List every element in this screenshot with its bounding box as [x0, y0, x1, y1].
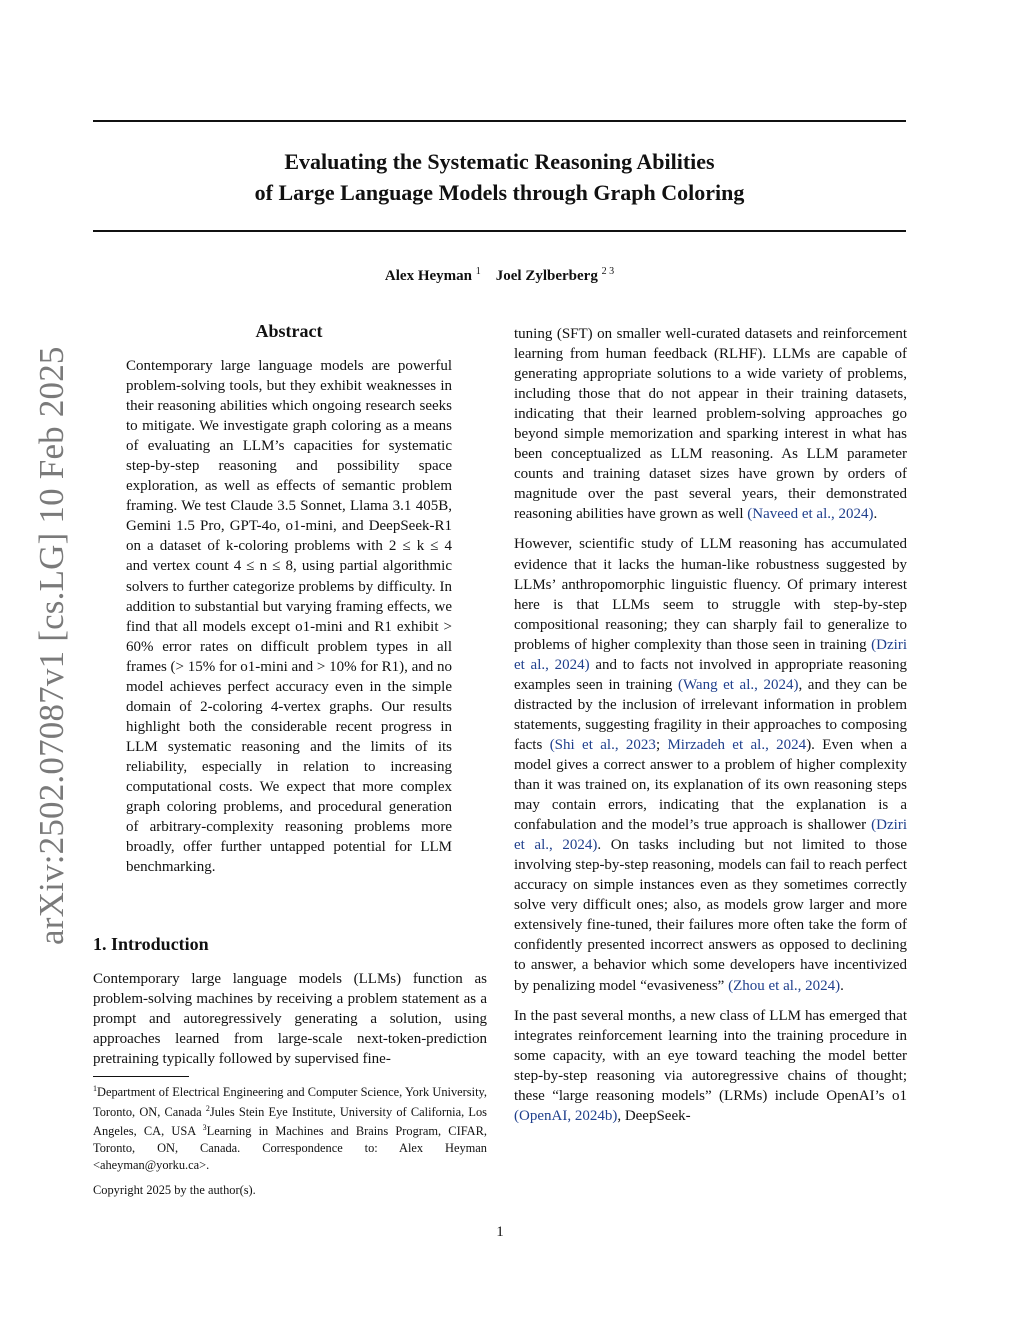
- citation-link[interactable]: (Shi et al., 2023: [549, 736, 656, 753]
- citation-link[interactable]: (Wang et al., 2024): [677, 676, 799, 693]
- author-1: Alex Heyman: [384, 268, 472, 284]
- title-line-1: Evaluating the Systematic Reasoning Abilities: [284, 149, 715, 174]
- affiliation-footnote: [93, 1081, 487, 1173]
- title-bottom-rule: [93, 230, 906, 232]
- paragraph-3: [514, 1006, 907, 1126]
- p2-text-f: .: [840, 977, 844, 994]
- paragraph-1: [514, 324, 907, 524]
- p2-text-a: However, scientific study of LLM reasoning has accumulated evidence that it lacks the human-like robustness suggested by LLMs’ anthropomorphic linguistic fluency. Of primary interest here is that LLMs seem to struggle with step-by-step compositional reasoning; they can sharply fail to generalize to problems of higher complexity than those seen in training: [514, 536, 907, 653]
- p2-text-e: . On tasks including but not limited to those involving step-by-step reasoning, models can fail to reach perfect accuracy on simple instances even as they sometimes correctly solve very difficult ones; also, as models grow larger and more extensively fine-tuned, their failures more often take the form of confidently presented incorrect answers as opposed to declining to answer, a behavior which some developers have incentivized by penalizing model “evasiveness”: [514, 837, 907, 994]
- p2-text-c: , and they can be distracted by the inclusion of irrelevant information in problem statements, suggesting fragility in their approaches to composing facts: [514, 676, 907, 753]
- top-rule: [93, 120, 906, 122]
- p3-text-a: In the past several months, a new class of LLM has emerged that integrates reinforcement learning into the training procedure in some capacity, with an eye toward teaching the model better step-by-step reasoning via autoregressive chains of thought; these “large reasoning models” (LRMs) include OpenAI’s o1: [514, 1007, 907, 1104]
- footnote-part-1: Department of Electrical Engineering and Computer Science, York University, Toronto, ON, Canada: [93, 1085, 487, 1119]
- p2-text-c2: ;: [655, 736, 668, 753]
- arxiv-stamp: arXiv:2502.07087v1 [cs.LG] 10 Feb 2025: [32, 346, 71, 945]
- abstract-text: Contemporary large language models are powerful problem-solving tools, but they exhibit weaknesses in their reasoning abilities which ongoing research seeks to mitigate. We investigate graph coloring as a means of evaluating an LLM’s capacities for systematic step-by-step reasoning and possibility space exploration, as well as effects of semantic problem framing. We test Claude 3.5 Sonnet, Llama 3.1 405B, Gemini 1.5 Pro, GPT-4o, o1-mini, and DeepSeek-R1 on a dataset of k-coloring problems with 2 ≤ k ≤ 4 and vertex count 4 ≤ n ≤ 8, using partial algorithmic solvers to further categorize problems by difficulty. In addition to substantial but varying framing effects, we find that all models except o1-mini and R1 exhibit > 60% error rates on difficult problem types in all frames (> 15% for o1-mini and > 10% for R1), and no model achieves perfect accuracy even in the simple domain of 2-coloring 4-vertex graphs. Our results highlight both the considerable recent progress in LLM systematic reasoning and the limits of its reliability, especially in relation to increasing computational costs. We expect that more complex graph coloring problems, and procedural generation of arbitrary-complexity reasoning problems more broadly, offer further untapped potential for LLM benchmarking.: [126, 358, 453, 876]
- footnote-mark-1: 1: [93, 1084, 97, 1093]
- citation-link[interactable]: (Dziri et al., 2024): [514, 636, 907, 673]
- p1-text-b: .: [873, 506, 878, 523]
- p3-text-b: , DeepSeek-: [617, 1107, 691, 1124]
- author-2-affiliation: 2 3: [601, 266, 615, 277]
- footnote-mark-3: 3: [202, 1123, 207, 1133]
- citation-link[interactable]: (OpenAI, 2024b): [514, 1107, 618, 1124]
- p1-text-a: tuning (SFT) on smaller well-curated datasets and reinforcement learning from human feedback (RLHF). LLMs are capable of generating appropriate solutions to a wide variety of problems, including those that do not appear in their training datasets, indicating that their learned problem-solving approaches go beyond simple memorization and sparking interest in what has been conceptualized as LLM reasoning. As LLM parameter counts and training dataset sizes have grown by orders of magnitude over the past several years, their demonstrated reasoning abilities have grown as well: [514, 326, 907, 523]
- paper-title: [93, 146, 906, 208]
- copyright-notice: Copyright 2025 by the author(s).: [93, 1183, 256, 1197]
- footnote-rule: [93, 1076, 189, 1077]
- right-column: [514, 324, 907, 1136]
- p2-text-b: and to facts not involved in appropriate reasoning examples seen in training: [514, 656, 907, 693]
- citation-link[interactable]: (Naveed et al., 2024): [747, 506, 874, 523]
- title-line-2: of Large Language Models through Graph Coloring: [254, 180, 745, 205]
- footnote-mark-2: 2: [205, 1103, 210, 1113]
- author-line: [93, 266, 906, 285]
- author-2: Joel Zylberberg: [495, 268, 598, 284]
- footnote-part-3: Learning in Machines and Brains Program, CIFAR, Toronto, ON, Canada. Correspondence to: Alex Heyman <aheyman@yorku.ca>.: [93, 1124, 487, 1172]
- p2-text-d: ). Even when a model gives a correct answer to a problem of higher complexity than it was trained on, its explanation of its own reasoning steps may contain errors, indicating that the explanation is a confabulation and the model’s true approach is shallower: [514, 736, 907, 834]
- section-heading-introduction: 1. Introduction: [93, 934, 209, 954]
- author-1-affiliation: 1: [475, 266, 481, 277]
- footnote-part-2: Jules Stein Eye Institute, University of California, Los Angeles, CA, USA: [93, 1104, 487, 1139]
- citation-link[interactable]: (Zhou et al., 2024): [728, 977, 841, 994]
- page-number: 1: [496, 1224, 504, 1240]
- citation-link[interactable]: Mirzadeh et al., 2024: [667, 736, 807, 753]
- introduction-text: Contemporary large language models (LLMs) function as problem-solving machines by receiving a problem statement as a prompt and autoregressively generating a solution, using approaches learned from large-scale next-token-prediction pretraining typically followed by supervised fine-: [93, 971, 487, 1068]
- abstract-heading: Abstract: [255, 321, 323, 341]
- citation-link[interactable]: (Dziri et al., 2024): [514, 817, 907, 854]
- paragraph-2: [514, 534, 907, 995]
